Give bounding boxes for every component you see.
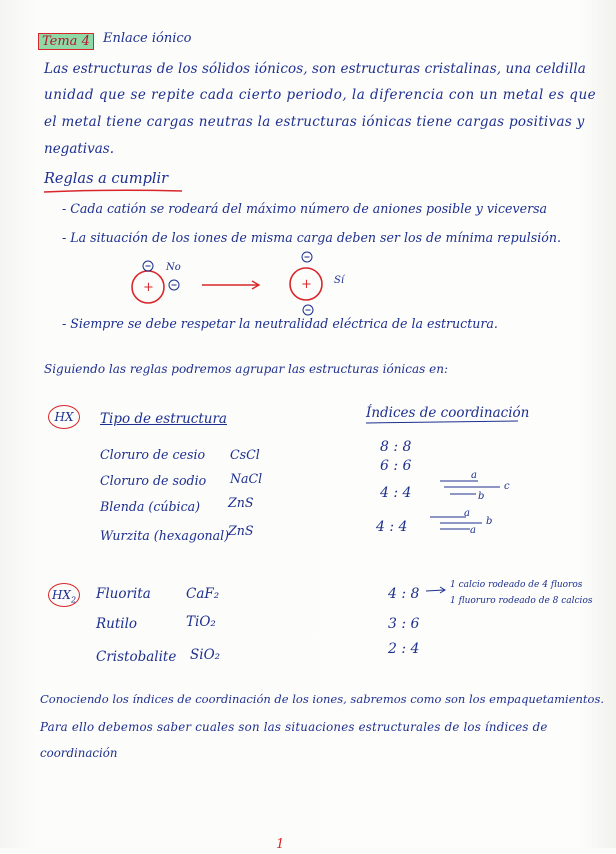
hx2-label: HX xyxy=(51,588,71,602)
stack-a-2: a xyxy=(464,508,470,519)
intro-line-4: negativas. xyxy=(44,141,115,157)
stack-b-1: b xyxy=(478,491,485,502)
rule-3: - Siempre se debe respetar la neutralidad eléctrica de la estructura. xyxy=(62,316,498,331)
hx2-row-1-name: Fluorita xyxy=(96,586,151,602)
hx-badge xyxy=(48,405,80,429)
cation-plus-1: + xyxy=(143,280,154,295)
cation-plus-2: + xyxy=(301,277,312,292)
col-type-header: Tipo de estructura xyxy=(100,411,227,427)
hx2-row-2-name: Rutilo xyxy=(96,616,138,632)
hx-row-4-name: Wurzita (hexagonal) xyxy=(100,528,230,543)
stack-a-1: a xyxy=(471,470,477,481)
hx2-subscript: 2 xyxy=(70,595,77,605)
col-index-header: Índices de coordinación xyxy=(366,405,530,421)
stack-c: c xyxy=(504,481,510,492)
hx-row-3-index: 4 : 4 xyxy=(380,485,412,501)
hx2-row-2-index: 3 : 6 xyxy=(388,616,420,632)
hx-label: HX xyxy=(54,410,74,424)
rule-1: - Cada catión se rodeará del máximo número de aniones posible y viceversa xyxy=(62,201,548,216)
hx-row-1-name: Cloruro de cesio xyxy=(100,447,206,462)
conclusion-line-1: Conociendo los índices de coordinación de los iones, sabremos como son los empaquetamientos. xyxy=(40,692,605,706)
intro-line-3: el metal tiene cargas neutras la estructuras iónicas tiene cargas positivas y xyxy=(44,114,585,130)
label-si: Sí xyxy=(334,275,345,286)
label-no: No xyxy=(166,262,181,273)
intro-line-1: Las estructuras de los sólidos iónicos, son estructuras cristalinas, una celdilla xyxy=(44,61,586,77)
page-number: 1 xyxy=(276,837,285,852)
grouping-intro: Siguiendo las reglas podremos agrupar las estructuras iónicas en: xyxy=(44,362,448,376)
hx2-row-1-index: 4 : 8 xyxy=(388,586,420,602)
hx-row-2-formula: NaCl xyxy=(230,471,263,486)
tema-label: Tema 4 xyxy=(38,33,94,50)
hx-row-3-formula: ZnS xyxy=(228,495,254,510)
hx2-row-1-formula: CaF₂ xyxy=(186,586,220,602)
hx-row-1-formula: CsCl xyxy=(230,447,260,462)
hx-row-1-index: 8 : 8 xyxy=(380,439,412,455)
conclusion-line-3: coordinación xyxy=(40,746,118,760)
hx2-row-3-index: 2 : 4 xyxy=(388,641,420,657)
hx2-badge xyxy=(48,583,80,607)
intro-line-2: unidad que se repite cada cierto periodo, la diferencia con un metal es que xyxy=(44,87,597,103)
tema-title: Enlace iónico xyxy=(103,31,192,46)
rule-2: - La situación de los iones de misma carga deben ser los de mínima repulsión. xyxy=(62,230,561,245)
rules-heading: Reglas a cumplir xyxy=(44,171,169,187)
hx2-row-2-formula: TiO₂ xyxy=(186,614,216,630)
hx-row-2-index: 6 : 6 xyxy=(380,458,412,474)
fluorita-note-1: 1 calcio rodeado de 4 fluoros xyxy=(450,580,583,590)
hx-row-2-name: Cloruro de sodio xyxy=(100,473,207,488)
fluorita-note-2: 1 fluoruro rodeado de 8 calcios xyxy=(450,596,593,606)
stack-b-2: b xyxy=(486,516,493,527)
hx-row-4-formula: ZnS xyxy=(228,523,254,538)
hx2-row-3-name: Cristobalite xyxy=(96,649,177,665)
stack-a-3: a xyxy=(470,525,476,536)
conclusion-line-2: Para ello debemos saber cuales son las situaciones estructurales de los índices de xyxy=(40,720,548,734)
hx-row-4-index: 4 : 4 xyxy=(376,519,408,535)
hx-row-3-name: Blenda (cúbica) xyxy=(100,499,201,514)
hx2-row-3-formula: SiO₂ xyxy=(190,647,221,663)
